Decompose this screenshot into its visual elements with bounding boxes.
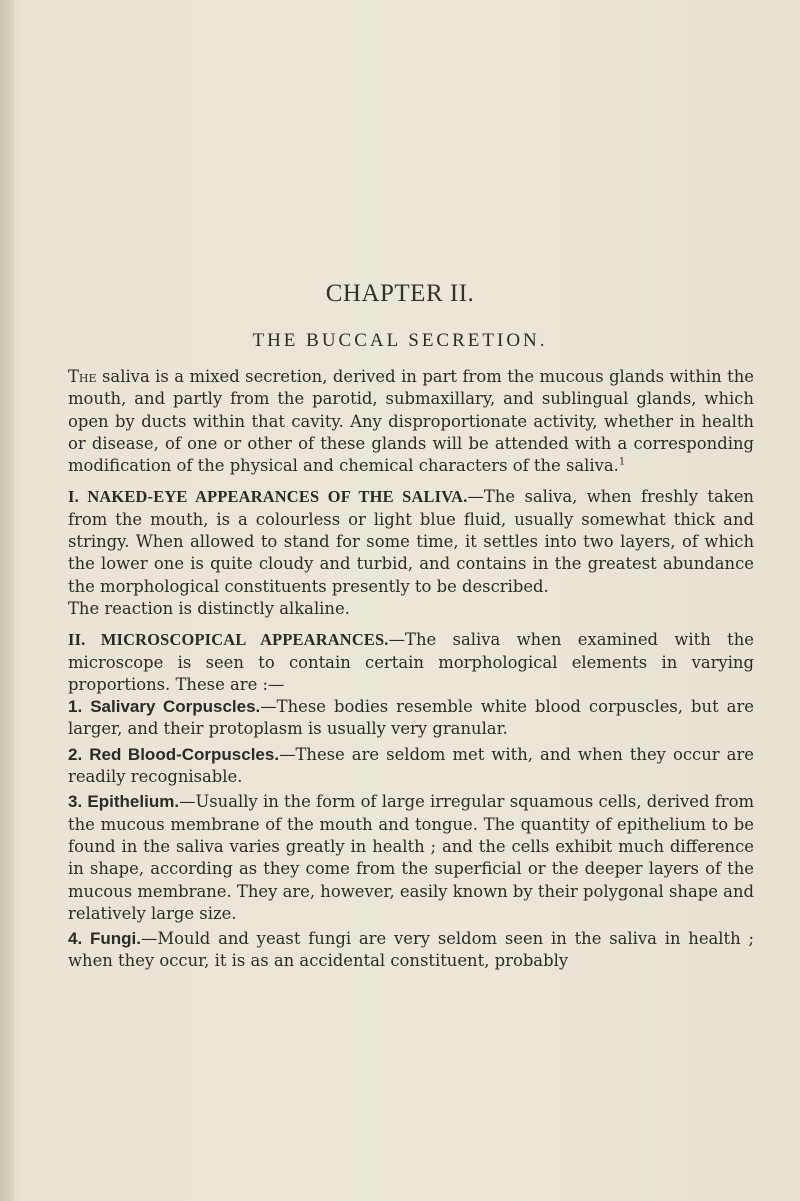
section-2-heading: II. MICROSCOPICAL APPEARANCES. [68,630,389,650]
item-2-name: Red Blood-Corpuscles. [89,744,280,764]
chapter-title: THE BUCCAL SECRETION. [252,330,548,351]
item-3-name: Epithelium. [87,792,180,812]
section-1-text: —The saliva, when freshly taken from the mouth, is a colourless or light blue fluid, usually somewhat thick and stringy. When allowed to stand for some time, it settles into two layers, of which the lower one is quite cloudy and turbid, and contains in the greatest abundance the morphological constituents presently to be described. [68,487,754,596]
item-3-number: 3. [68,792,83,812]
item-salivary-corpuscles [68,696,754,741]
section-1-paragraph [68,486,754,597]
item-red-blood-corpuscles [68,744,754,789]
reaction-text: The reaction is distinctly alkaline. [68,598,350,618]
item-fungi [68,928,754,973]
chapter-heading: CHAPTER II. [325,280,475,307]
footnote-mark: 1 [618,456,626,468]
intro-lead-word: The [68,367,97,386]
item-3-text: —Usually in the form of large irregular squamous cells, derived from the mucous membrane of the mouth and tongue. The quantity of epithelium to be found in the saliva varies greatly in health ; and the cells exhibit much difference in shape, according as they come from the superficial or the deeper layers of the mucous membrane. They are, however, easily known by their polygonal shape and relatively large size. [68,792,755,923]
item-epithelium [68,791,754,925]
item-2-text: —These are seldom met with, and when they occur are readily recognisable. [68,744,754,787]
item-1-text: —These bodies resemble white blood corpuscles, but are larger, and their protoplasm is usually very granular. [68,697,754,739]
section-2-text: —The saliva when examined with the microscope is seen to contain certain morphological elements in varying proportions. These are :— [68,630,754,694]
item-4-name: Fungi. [89,929,141,949]
page-gutter [0,0,14,1201]
intro-paragraph [68,366,754,477]
item-4-number: 4. [68,929,83,949]
intro-text: saliva is a mixed secretion, derived in part from the mucous glands within the mouth, and partly from the parotid, submaxillary, and sublingual glands, which open by ducts within that cavity. Any disproportionate activity, whether in health or disease, of one or other of these glands will be attended with a corresponding modification of the physical and chemical characters of the saliva. [68,367,754,476]
section-1-heading: I. NAKED-EYE APPEARANCES OF THE SALIVA. [68,487,468,507]
reaction-paragraph [68,598,754,620]
item-1-name: Salivary Corpuscles. [90,697,261,717]
page-body [68,366,754,982]
section-2-paragraph [68,629,754,696]
item-2-number: 2. [68,744,83,764]
item-1-number: 1. [68,697,83,717]
item-4-text: —Mould and yeast fungi are very seldom seen in the saliva in health ; when they occur, it is as an accidental constituent, probably [68,929,754,971]
